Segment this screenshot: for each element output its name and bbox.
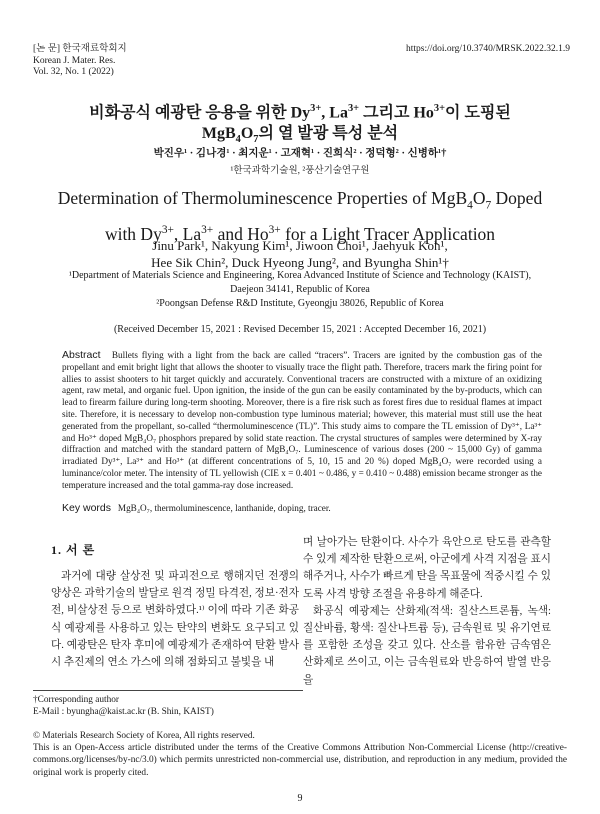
journal-name-ko: [논 문] 한국재료학회지: [33, 44, 127, 54]
keywords-text: MgB₄O₇, thermoluminescence, lanthanide, doping, tracer.: [117, 503, 331, 513]
english-title: Determination of Thermoluminescence Properties of $MgB_4O_7$ Doped with $Dy^{3+}$, $La^{3+}$ and $Ho^{3+}$ for a Light Tracer Application: [57, 188, 543, 244]
english-authors: Jinu Park¹, Nakyung Kim¹, Jiwoon Choi¹, Jaehyuk Koh¹, Hee Sik Chin², Duck Hyeong Jung², and Byungha Shin¹†: [151, 238, 449, 270]
abstract-text: Bullets flying with a light from the back are called “tracers”. Tracers are ignited by the combustion gas of the propellant and emit bright light that allows the shooter to visually trace the flight path. Therefore, tracers mark the firing point for allies to assist shooters to hit target quickly and accurately. Conventional tracers are constructed with a mixture of an oxidizing agent, raw metal, and organic fuel. Upon ignition, the inside of the gun can be easily contaminated by the by-products, which can lead to firearm failure during long-term shooting. Moreover, there is a fire risk such as forest fires due to residual flames at impact site. Therefore, it is necessary to develop non-combustion type luminous material; however, this material must still use the heat generated from the propellant, so-called “thermoluminescence (TL)”. This study aims to compare the TL emission of Dy³⁺, La³⁺ and Ho³⁺ doped MgB₄O₇ phosphors prepared by solid state reaction. The crystal structures of samples were determined by X-ray diffraction and matched with the standard pattern of MgB₄O₇. Luminescence of various doses (200 ~ 15,000 Gy) of gamma irradiated Dy³⁺, La³⁺ and Ho³⁺ (at different concentrations of 5, 10, 15 and 20 %) doped MgB₄O₇ were recorded using a luminance/color meter. The intensity of TL yellowish (CIE x = 0.401 ~ 0.486, y = 0.410 ~ 0.488) emission became stronger as the temperature increased and the total gamma-ray dose increased.: [62, 350, 543, 490]
journal-name-en: Korean J. Mater. Res.: [33, 55, 116, 66]
footnote-divider: [33, 690, 303, 691]
affiliations: ¹Department of Materials Science and Engineering, Korea Advanced Institute of Science and Technology (KAIST), Daejeon 34141, Republic of Korea ²Poongsan Defense R&D Institute, Gyeongju 38026, Republic of Korea: [68, 270, 532, 309]
body-column-right: [303, 534, 551, 689]
korean-authors: 박진우¹ · 김나경¹ · 최지운¹ · 고재혁¹ · 진희식² · 정덕형² · 신병하¹†: [153, 148, 447, 159]
doi-link[interactable]: https://doi.org/10.3740/MRSK.2022.32.1.9: [406, 44, 570, 54]
page-number: 9: [297, 793, 303, 804]
paragraph: 화공식 예광제는 산화제(적색: 질산스트론튬, 녹색: 질산바륨, 황색: 질산나트륨 등), 금속원료 및 유기연료를 포함한 조성을 갖고 있다. 산소를 함유한 금속염은 산화제로 쓰이고, 이는 금속원료와 반응하여 발열 반응을: [303, 605, 551, 686]
korean-title: 비화공식 예광탄 응용을 위한 $Dy^{3+}$, $La^{3+}$ 그리고 $Ho^{3+}$이 도핑된 $MgB_4O_7$의 열 발광 특성 분석: [89, 103, 511, 146]
abstract: [62, 350, 542, 492]
body-column-left: 과거에 대량 살상전 및 파괴전으로 행해지던 전쟁의 양상은 과학기술의 발달로 원격 정밀 타격전, 정보·전자전, 비살상전 등으로 변화하였다.¹⁾ 이에 따라 기존 화공식 예광제를 사용하고 있는 탄약의 변화도 요구되고 있다. 예광탄은 탄자 후미에 예광제가 존재하여 탄환 발사 시 추진제의 연소 가스에 의해 점화되고 불빛을 내: [51, 571, 299, 669]
abstract-label: Abstract: [62, 349, 101, 361]
keywords: [62, 502, 542, 514]
section-heading: 1. 서 론: [51, 543, 96, 557]
journal-volume: Vol. 32, No. 1 (2022): [33, 67, 114, 77]
paragraph: 며 날아가는 탄환이다. 사수가 육안으로 탄도를 관측할 수 있게 제작한 탄환으로써, 아군에게 사격 지점을 표시해주거나, 사수가 빠르게 탄을 목표물에 적중시킬 수 있도록 사격 방향 조절을 유용하게 해준다.: [303, 537, 551, 600]
received-dates: (Received December 15, 2021 : Revised December 15, 2021 : Accepted December 16, 2021): [113, 324, 487, 335]
footnote: †Corresponding author E-Mail : byungha@kaist.ac.kr (B. Shin, KAIST): [33, 695, 214, 717]
copyright: © Materials Research Society of Korea, All rights reserved. This is an Open-Access article distributed under the terms of the Creative Commons Attribution Non-Commercial License (http://creative-commons.org/licenses/by-nc/3.0) which permits unrestricted non-commercial use, distribution, and reproduction in any medium, provided the original work is properly cited.: [33, 731, 567, 778]
korean-affiliation: ¹한국과학기술원, ²풍산기술연구원: [230, 166, 370, 176]
journal-header: [33, 44, 127, 79]
keywords-label: Key words: [62, 502, 112, 514]
